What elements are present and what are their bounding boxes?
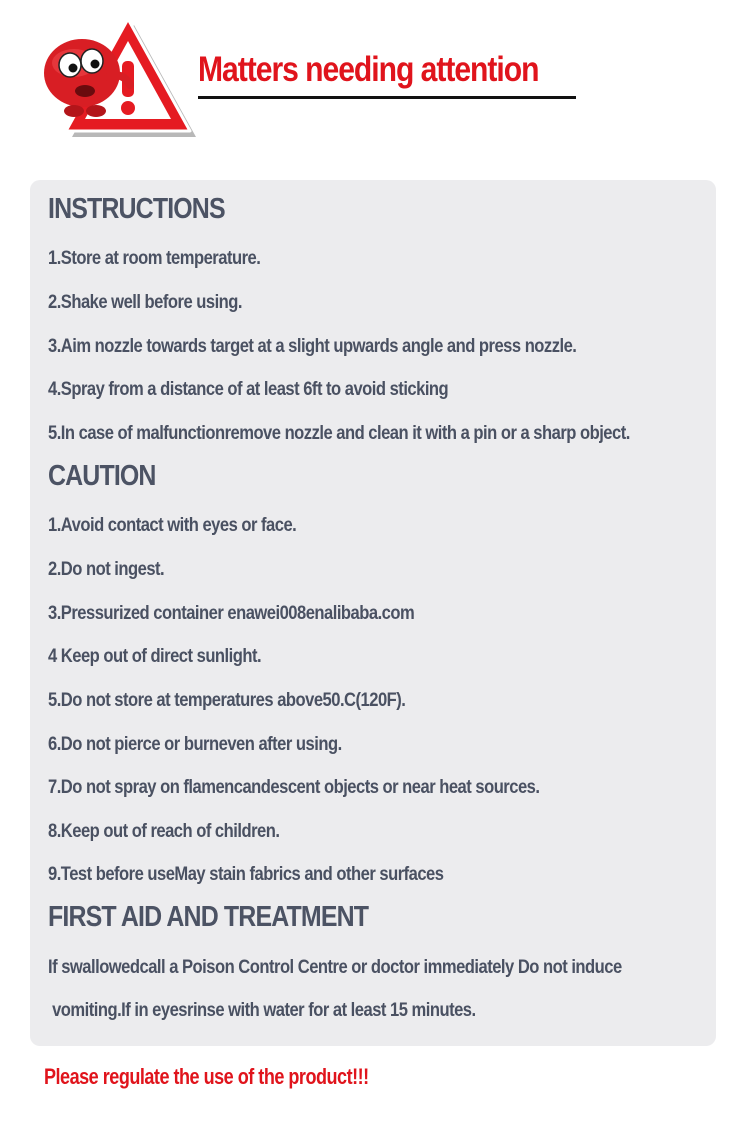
- caution-item: 1.Avoid contact with eyes or face.: [48, 514, 297, 536]
- warning-mascot-icon: [30, 15, 200, 150]
- instructions-heading: INSTRUCTIONS: [48, 193, 225, 225]
- info-panel: [30, 180, 716, 1046]
- instruction-item: 5.In case of malfunctionremove nozzle and clean it with a pin or a sharp object.: [48, 422, 630, 444]
- caution-item: 7.Do not spray on flamencandescent objects or near heat sources.: [48, 776, 540, 798]
- page-title: Matters needing attention: [198, 50, 539, 89]
- caution-item: 6.Do not pierce or burneven after using.: [48, 733, 342, 755]
- instruction-item: 4.Spray from a distance of at least 6ft to avoid sticking: [48, 378, 449, 400]
- caution-heading: CAUTION: [48, 460, 156, 492]
- caution-item: 2.Do not ingest.: [48, 558, 165, 580]
- first-aid-heading: FIRST AID AND TREATMENT: [48, 901, 369, 933]
- caution-item: 4 Keep out of direct sunlight.: [48, 645, 262, 667]
- caution-item: 5.Do not store at temperatures above50.C(120F).: [48, 689, 406, 711]
- caution-item: 9.Test before useMay stain fabrics and other surfaces: [48, 863, 444, 885]
- caution-item: 3.Pressurized container enawei008enalibaba.com: [48, 602, 415, 624]
- caution-item: 8.Keep out of reach of children.: [48, 820, 280, 842]
- instruction-item: 3.Aim nozzle towards target at a slight upwards angle and press nozzle.: [48, 335, 577, 357]
- first-aid-text: If swallowedcall a Poison Control Centre or doctor immediately Do not induce: [48, 956, 622, 978]
- first-aid-text: vomiting.If in eyesrinse with water for at least 15 minutes.: [48, 999, 476, 1021]
- title-underline: [198, 96, 576, 99]
- page-header: [0, 0, 750, 170]
- instruction-item: 1.Store at room temperature.: [48, 247, 261, 269]
- instruction-item: 2.Shake well before using.: [48, 291, 242, 313]
- usage-warning-note: Please regulate the use of the product!!!: [44, 1064, 369, 1089]
